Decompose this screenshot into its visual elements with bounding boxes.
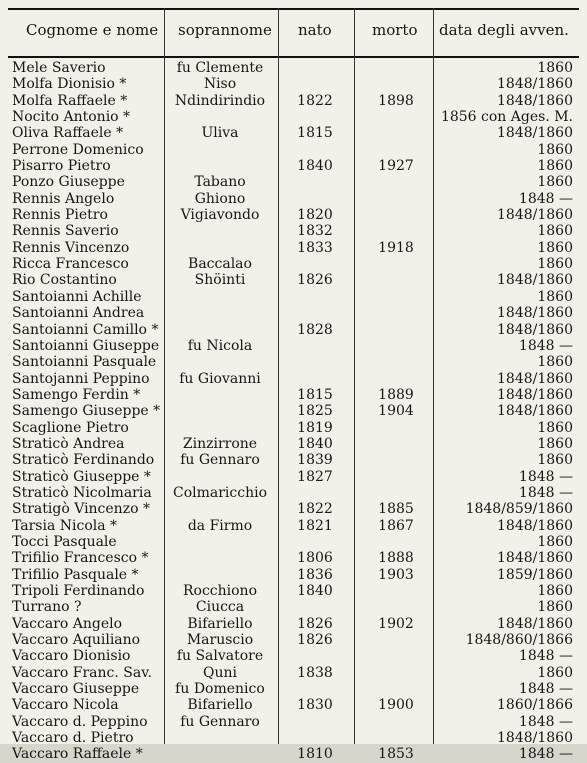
- cell-name: Santoianni Camillo *: [12, 321, 159, 338]
- cell-born: 1826: [297, 615, 333, 632]
- cell-dates: 1848/860/1866: [465, 632, 573, 649]
- cell-born: 1820: [297, 207, 333, 224]
- cell-dates: 1860: [537, 583, 573, 599]
- table-row: [0, 403, 587, 419]
- table-row: [0, 501, 587, 517]
- cell-died: 1888: [378, 550, 414, 567]
- table-row: [0, 616, 587, 632]
- cell-dates: 1860: [537, 664, 573, 681]
- table-row: [0, 109, 587, 125]
- cell-nickname: Tabano: [194, 174, 246, 191]
- header-dates: data degli avven.: [439, 21, 569, 39]
- table-row: [0, 648, 587, 664]
- table-row: [0, 125, 587, 141]
- cell-born: 1825: [297, 403, 333, 420]
- cell-dates: 1860: [537, 354, 573, 371]
- cell-dates: 1848 —: [518, 746, 573, 763]
- cell-name: Vaccaro Aquiliano: [12, 632, 141, 649]
- cell-dates: 1860: [537, 174, 573, 191]
- cell-died: 1853: [378, 746, 414, 763]
- cell-nickname: fu Gennaro: [180, 713, 260, 730]
- cell-name: Straticò Giuseppe *: [12, 468, 151, 485]
- cell-dates: 1848 —: [518, 468, 573, 485]
- table-row: [0, 322, 587, 338]
- cell-name: Vaccaro Giuseppe: [12, 681, 140, 698]
- cell-nickname: Bifariello: [187, 697, 253, 714]
- cell-name: Perrone Domenico: [12, 141, 144, 158]
- cell-name: Samengo Ferdin *: [12, 386, 141, 403]
- cell-nickname: Colmaricchio: [172, 484, 267, 501]
- cell-dates: 1860: [537, 223, 573, 240]
- cell-name: Straticò Nicolmaria: [12, 484, 152, 501]
- cell-name: Ricca Francesco: [12, 256, 129, 273]
- cell-name: Straticò Andrea: [12, 435, 125, 452]
- table-row: [0, 697, 587, 713]
- table-row: [0, 354, 587, 370]
- cell-dates: 1848/1860: [497, 272, 573, 289]
- table-row: [0, 518, 587, 534]
- header-died: morto: [372, 21, 418, 39]
- cell-born: 1830: [297, 697, 333, 714]
- cell-nickname: Niso: [203, 76, 237, 93]
- cell-dates: 1848/1860: [497, 730, 573, 747]
- cell-nickname: Ciucca: [195, 599, 245, 616]
- cell-born: 1821: [297, 517, 333, 534]
- cell-dates: 1848 —: [518, 713, 573, 730]
- cell-name: Vaccaro d. Peppino: [12, 713, 148, 730]
- table-row: [0, 256, 587, 272]
- cell-name: Rennis Pietro: [12, 207, 108, 224]
- cell-born: 1822: [297, 501, 333, 518]
- cell-dates: 1848 —: [518, 648, 573, 665]
- cell-died: 1903: [378, 566, 414, 583]
- table-row: [0, 387, 587, 403]
- cell-name: Stratigò Vincenzo *: [12, 501, 150, 518]
- cell-nickname: Ndindirindio: [174, 92, 266, 109]
- cell-name: Molfa Raffaele *: [12, 92, 128, 109]
- cell-name: Tocci Pasquale: [12, 533, 117, 550]
- cell-dates: 1856 con Ages. M.: [440, 109, 573, 126]
- cell-dates: 1860: [537, 141, 573, 158]
- cell-nickname: fu Nicola: [187, 337, 253, 354]
- table-row: [0, 371, 587, 387]
- cell-nickname: Shöinti: [194, 272, 246, 289]
- cell-name: Vaccaro Nicola: [12, 697, 119, 714]
- cell-born: 1815: [297, 125, 333, 142]
- cell-died: 1904: [378, 403, 414, 420]
- cell-nickname: Maruscio: [186, 632, 254, 649]
- cell-name: Rennis Angelo: [12, 190, 115, 207]
- cell-name: Santojanni Peppino: [12, 370, 150, 387]
- cell-name: Santoianni Giuseppe: [12, 337, 160, 354]
- table-row: [0, 191, 587, 207]
- cell-born: 1840: [297, 158, 333, 175]
- cell-name: Rennis Saverio: [12, 223, 119, 240]
- cell-name: Vaccaro Raffaele *: [12, 746, 143, 763]
- cell-born: 1828: [297, 321, 333, 338]
- cell-born: 1822: [297, 92, 333, 109]
- cell-dates: 1848/1860: [497, 76, 573, 93]
- table-row: [0, 436, 587, 452]
- cell-nickname: Vigiavondo: [180, 207, 260, 224]
- cell-dates: 1860: [537, 288, 573, 305]
- cell-dates: 1860: [537, 435, 573, 452]
- cell-dates: 1848/1860: [497, 92, 573, 109]
- cell-name: Vaccaro d. Pietro: [12, 730, 134, 747]
- cell-born: 1839: [297, 452, 333, 469]
- cell-nickname: Uliva: [201, 125, 239, 142]
- cell-dates: 1848 —: [518, 337, 573, 354]
- cell-dates: 1848 —: [518, 484, 573, 501]
- cell-name: Molfa Dionisio *: [12, 76, 127, 93]
- table-row: [0, 207, 587, 223]
- cell-dates: 1848/1860: [497, 386, 573, 403]
- cell-name: Santoianni Achille: [12, 288, 142, 305]
- cell-nickname: Bifariello: [187, 615, 253, 632]
- cell-name: Rio Costantino: [12, 272, 117, 289]
- cell-dates: 1848/1860: [497, 321, 573, 338]
- table-row: [0, 240, 587, 256]
- cell-nickname: fu Clemente: [176, 60, 264, 76]
- cell-name: Vaccaro Franc. Sav.: [12, 664, 152, 681]
- cell-name: Straticò Ferdinando: [12, 452, 155, 469]
- table-header: [0, 6, 587, 58]
- cell-born: 1832: [297, 223, 333, 240]
- table-body: [0, 60, 587, 763]
- cell-nickname: Rocchiono: [182, 583, 258, 599]
- cell-nickname: Baccalao: [188, 256, 252, 273]
- cell-name: Mele Saverio: [12, 60, 106, 76]
- table-row: [0, 289, 587, 305]
- cell-dates: 1848 —: [518, 190, 573, 207]
- table-row: [0, 174, 587, 190]
- cell-born: 1840: [297, 583, 333, 599]
- cell-dates: 1860: [537, 533, 573, 550]
- cell-born: 1838: [297, 664, 333, 681]
- cell-born: 1826: [297, 272, 333, 289]
- cell-nickname: fu Salvatore: [176, 648, 264, 665]
- cell-nickname: Quni: [203, 664, 237, 681]
- cell-name: Scaglione Pietro: [12, 419, 129, 436]
- cell-dates: 1860/1866: [497, 697, 573, 714]
- cell-nickname: fu Gennaro: [180, 452, 260, 469]
- cell-dates: 1848/1860: [497, 125, 573, 142]
- cell-name: Vaccaro Dionisio: [12, 648, 131, 665]
- cell-name: Tarsia Nicola *: [12, 517, 118, 534]
- header-born: nato: [298, 21, 332, 39]
- cell-born: 1840: [297, 435, 333, 452]
- cell-died: 1902: [378, 615, 414, 632]
- cell-name: Nocito Antonio *: [12, 109, 131, 126]
- table-row: [0, 60, 587, 76]
- cell-dates: 1860: [537, 599, 573, 616]
- cell-born: 1806: [297, 550, 333, 567]
- cell-dates: 1860: [537, 452, 573, 469]
- cell-dates: 1848/1860: [497, 370, 573, 387]
- cell-nickname: da Firmo: [187, 517, 253, 534]
- cell-dates: 1860: [537, 158, 573, 175]
- cell-died: 1927: [378, 158, 414, 175]
- table-row: [0, 746, 587, 762]
- cell-dates: 1848/1860: [497, 517, 573, 534]
- table-row: [0, 681, 587, 697]
- cell-name: Trifilio Francesco *: [12, 550, 149, 567]
- cell-nickname: Ghiono: [194, 190, 246, 207]
- cell-name: Santoianni Andrea: [12, 305, 145, 322]
- cell-died: 1918: [378, 239, 414, 256]
- table-row: [0, 583, 587, 599]
- table-row: [0, 599, 587, 615]
- table-row: [0, 550, 587, 566]
- table-row: [0, 534, 587, 550]
- cell-born: 1827: [297, 468, 333, 485]
- table-row: [0, 223, 587, 239]
- table-row: [0, 158, 587, 174]
- table-row: [0, 452, 587, 468]
- cell-name: Trifilio Pasquale *: [12, 566, 139, 583]
- cell-name: Ponzo Giuseppe: [12, 174, 125, 191]
- cell-name: Rennis Vincenzo: [12, 239, 130, 256]
- cell-dates: 1848 —: [518, 681, 573, 698]
- cell-dates: 1848/1860: [497, 207, 573, 224]
- cell-born: 1826: [297, 632, 333, 649]
- cell-nickname: fu Giovanni: [179, 370, 261, 387]
- cell-died: 1867: [378, 517, 414, 534]
- cell-died: 1900: [378, 697, 414, 714]
- cell-dates: 1860: [537, 419, 573, 436]
- table-row: [0, 142, 587, 158]
- cell-born: 1815: [297, 386, 333, 403]
- cell-dates: 1860: [537, 60, 573, 76]
- table-row: [0, 469, 587, 485]
- table-row: [0, 338, 587, 354]
- cell-died: 1898: [378, 92, 414, 109]
- cell-dates: 1860: [537, 239, 573, 256]
- cell-born: 1833: [297, 239, 333, 256]
- cell-dates: 1848/859/1860: [465, 501, 573, 518]
- cell-dates: 1848/1860: [497, 403, 573, 420]
- cell-name: Samengo Giuseppe *: [12, 403, 161, 420]
- table-row: [0, 76, 587, 92]
- cell-dates: 1848/1860: [497, 615, 573, 632]
- cell-name: Vaccaro Angelo: [12, 615, 123, 632]
- cell-dates: 1848/1860: [497, 550, 573, 567]
- cell-name: Santoianni Pasquale: [12, 354, 157, 371]
- cell-nickname: Zinzirrone: [182, 435, 258, 452]
- table-row: [0, 272, 587, 288]
- table-row: [0, 305, 587, 321]
- table-row: [0, 485, 587, 501]
- cell-name: Pisarro Pietro: [12, 158, 111, 175]
- cell-died: 1885: [378, 501, 414, 518]
- header-nickname: soprannome: [178, 21, 272, 39]
- cell-name: Tripoli Ferdinando: [12, 583, 145, 599]
- cell-dates: 1860: [537, 256, 573, 273]
- table-row: [0, 632, 587, 648]
- header-name: Cognome e nome: [26, 21, 159, 39]
- cell-name: Turrano ?: [12, 599, 82, 616]
- table-row: [0, 665, 587, 681]
- cell-born: 1836: [297, 566, 333, 583]
- table-row: [0, 714, 587, 730]
- cell-born: 1810: [297, 746, 333, 763]
- cell-name: Oliva Raffaele *: [12, 125, 124, 142]
- table-row: [0, 567, 587, 583]
- cell-dates: 1859/1860: [497, 566, 573, 583]
- cell-died: 1889: [378, 386, 414, 403]
- table-row: [0, 420, 587, 436]
- cell-nickname: fu Domenico: [175, 681, 265, 698]
- cell-dates: 1848/1860: [497, 305, 573, 322]
- table-row: [0, 93, 587, 109]
- cell-born: 1819: [297, 419, 333, 436]
